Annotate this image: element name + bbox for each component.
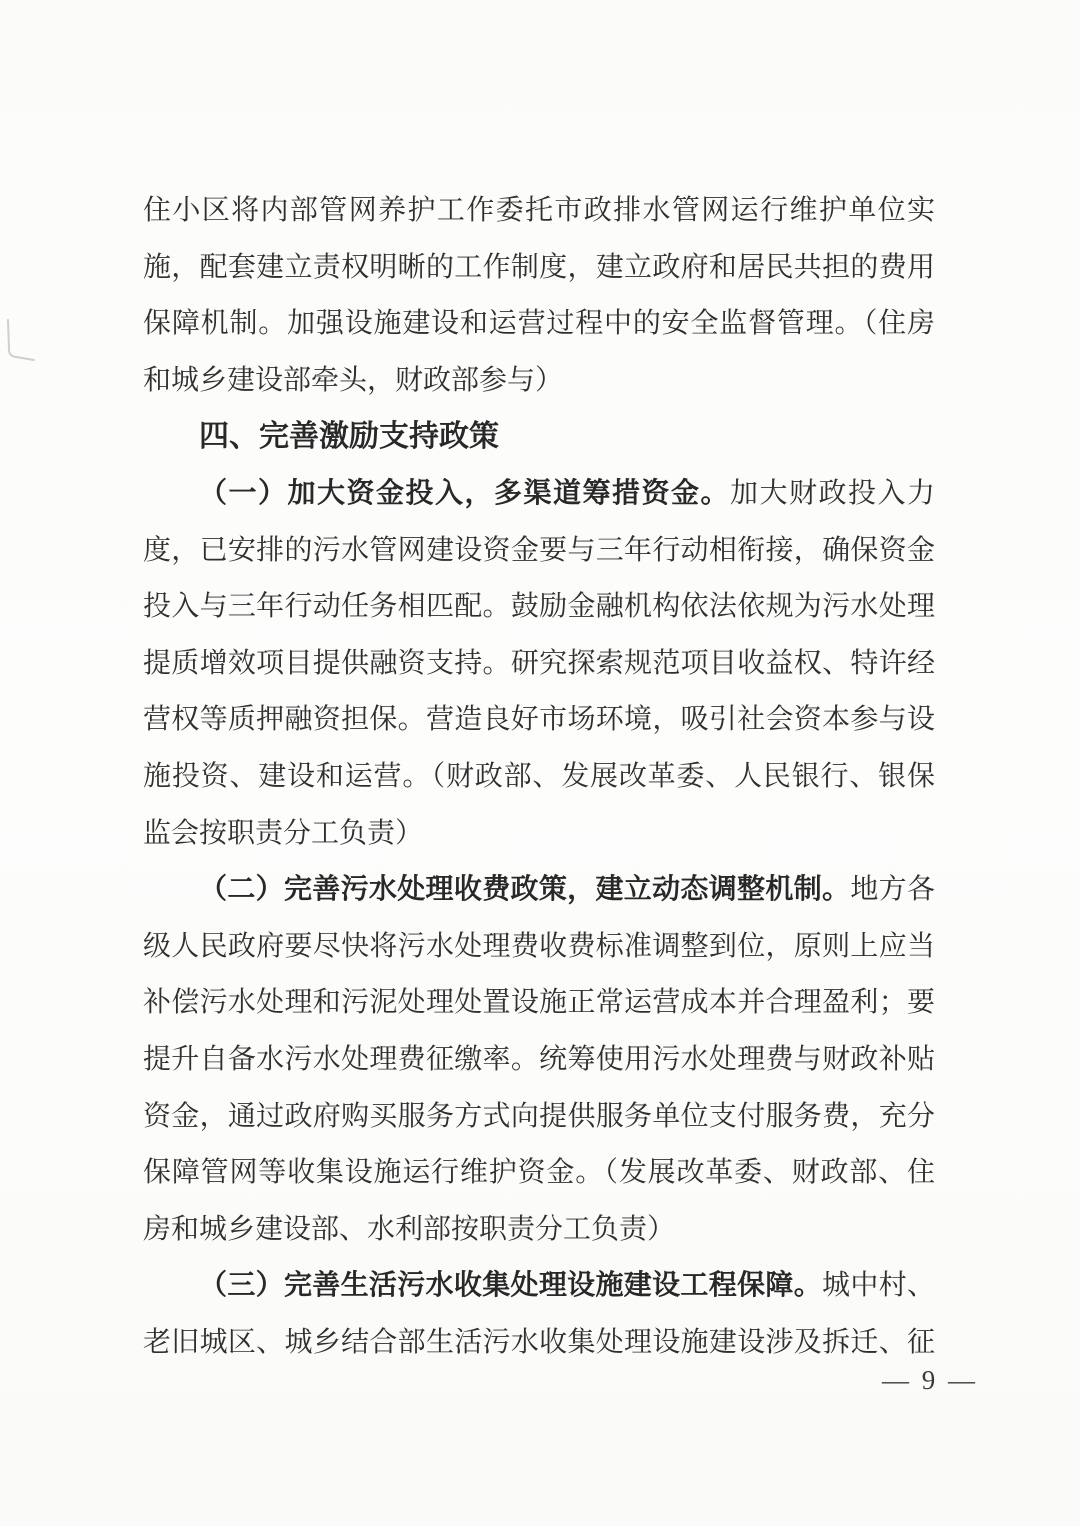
text-line	[143, 1258, 935, 1315]
text-line	[143, 806, 935, 863]
text-segment: 老旧城区、城乡结合部生活污水收集处理设施建设涉及拆迁、征	[143, 1326, 935, 1358]
text-line	[143, 579, 935, 636]
text-segment: 保障管网等收集设施运行维护资金。（发展改革委、财政部、住	[143, 1157, 935, 1189]
text-line	[143, 466, 935, 523]
text-segment: 度，已安排的污水管网建设资金要与三年行动相衔接，确保资金	[143, 534, 935, 566]
scan-artifact-mark	[0, 316, 40, 372]
section-heading	[143, 409, 935, 466]
text-segment: 营权等质押融资担保。营造良好市场环境，吸引社会资本参与设	[143, 704, 935, 736]
text-segment: （一）加大资金投入，多渠道筹措资金。	[199, 477, 730, 509]
text-line	[143, 1202, 935, 1259]
text-line	[143, 1032, 935, 1089]
text-line	[143, 636, 935, 693]
text-block	[143, 183, 935, 1371]
text-line	[143, 692, 935, 749]
text-line	[143, 975, 935, 1032]
text-line	[143, 296, 935, 353]
text-line	[143, 353, 935, 410]
text-line	[143, 749, 935, 806]
text-segment: 提质增效项目提供融资支持。研究探索规范项目收益权、特许经	[143, 647, 935, 679]
text-line	[143, 1089, 935, 1146]
text-segment: 城中村、	[822, 1270, 935, 1302]
text-segment: 和城乡建设部牵头，财政部参与）	[143, 364, 564, 396]
text-segment: 加大财政投入力	[729, 477, 935, 509]
text-segment: 监会按职责分工负责）	[143, 817, 424, 849]
text-segment: 资金，通过政府购买服务方式向提供服务单位支付服务费，充分	[143, 1100, 935, 1132]
text-line	[143, 1315, 935, 1372]
text-segment: （三）完善生活污水收集处理设施建设工程保障。	[199, 1270, 823, 1302]
text-segment: （二）完善污水处理收费政策，建立动态调整机制。	[199, 874, 851, 906]
text-segment: 地方各	[850, 874, 935, 906]
text-line	[143, 523, 935, 580]
text-line	[143, 919, 935, 976]
text-segment: 补偿污水处理和污泥处理处置设施正常运营成本并合理盈利；要	[143, 987, 935, 1019]
text-line	[143, 1145, 935, 1202]
page-number: — 9 —	[882, 1365, 978, 1395]
text-segment: 房和城乡建设部、水利部按职责分工负责）	[143, 1213, 676, 1245]
text-segment: 提升自备水污水处理费征缴率。统筹使用污水处理费与财政补贴	[143, 1043, 935, 1075]
text-segment: 四、完善激励支持政策	[199, 420, 499, 454]
text-segment: 级人民政府要尽快将污水处理费收费标准调整到位，原则上应当	[143, 930, 935, 962]
text-segment: 施，配套建立责权明晰的工作制度，建立政府和居民共担的费用	[143, 251, 935, 283]
text-segment: 投入与三年行动任务相匹配。鼓励金融机构依法依规为污水处理	[143, 591, 935, 623]
text-segment: 施投资、建设和运营。（财政部、发展改革委、人民银行、银保	[143, 760, 935, 792]
text-line	[143, 240, 935, 297]
text-line	[143, 183, 935, 240]
text-segment: 保障机制。加强设施建设和运营过程中的安全监督管理。（住房	[143, 308, 935, 340]
text-segment: 住小区将内部管网养护工作委托市政排水管网运行维护单位实	[143, 195, 935, 226]
text-line	[143, 862, 935, 919]
